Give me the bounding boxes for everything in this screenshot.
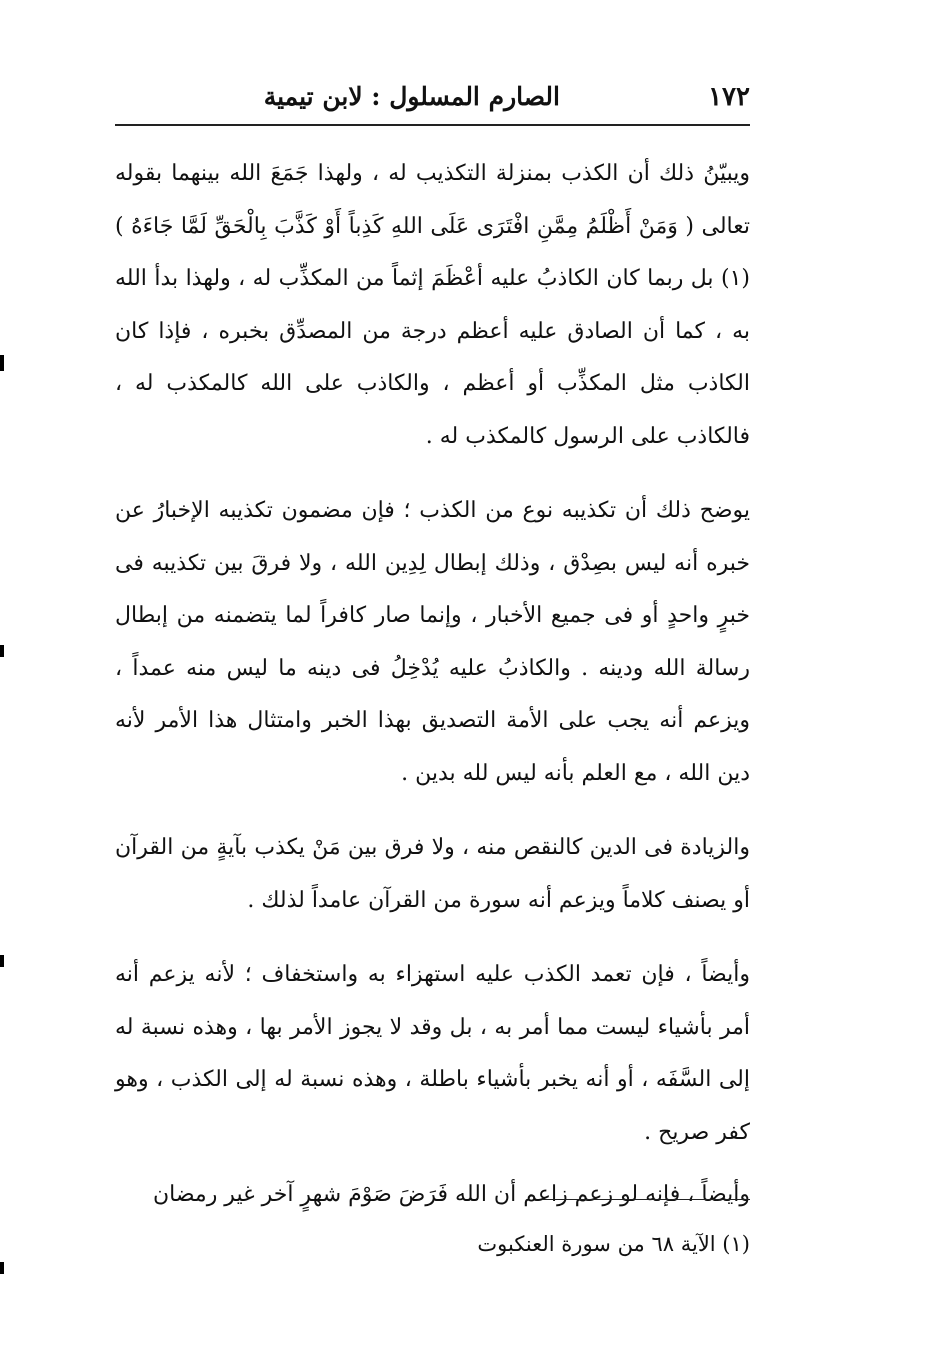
paragraph: والزيادة فى الدين كالنقص منه ، ولا فرق بين مَنْ يكذب بآيةٍ من القرآن أو يصنف كلاماً ويزعم أنه سورة من القرآن عامداً لذلك . xyxy=(115,835,750,913)
scan-edge-mark xyxy=(0,645,4,657)
scan-edge-mark xyxy=(0,955,4,967)
paragraph: وأيضاً ، فإن تعمد الكذب عليه استهزاء به واستخفاف ؛ لأنه يزعم أنه أمر بأشياء ليست مما أمر به ، بل وقد لا يجوز الأمر بها ، وهذه نسبة له إلى السَّفَه ، أو أنه يخبر بأشياء باطلة ، وهذه نسبة له إلى الكذب ، وهو كفر صريح . xyxy=(115,962,750,1145)
scan-edge-mark xyxy=(0,355,4,371)
paragraph: ويبيّنُ ذلك أن الكذب بمنزلة التكذيب له ، ولهذا جَمَعَ الله بينهما بقوله تعالى ( وَمَنْ أَظْلَمُ مِمَّنِ افْتَرَى عَلَى اللهِ كَذِباً أَوْ كَذَّبَ بِالْحَقِّ لَمَّا جَاءَهُ )(١) بل ربما كان الكاذبُ عليه أعْظَمَ إثماً من المكذِّب له ، ولهذا بدأ الله به ، كما أن الصادق عليه أعظم درجة من المصدِّق بخبره ، فإذا كان الكاذب مثل المكذِّب أو أعظم ، والكاذب على الله كالمكذب له ، فالكاذب على الرسول كالمكذب له . xyxy=(115,161,750,449)
page-number: ١٧٢ xyxy=(708,82,750,112)
footnote-rule xyxy=(542,1199,750,1200)
body-text xyxy=(115,148,750,1222)
footnote: (١) الآية ٦٨ من سورة العنكبوت xyxy=(477,1232,750,1256)
running-title: الصارم المسلول : لابن تيمية xyxy=(263,82,560,111)
paragraph: يوضح ذلك أن تكذيبه نوع من الكذب ؛ فإن مضمون تكذيبه الإخبارُ عن خبره أنه ليس بصِدْق ، وذلك إبطال لِدِين الله ، ولا فرقَ بين تكذيبه فى خبرٍ واحدٍ أو فى جميع الأخبار ، وإنما صار كافراً لما يتضمنه من إبطال رسالة الله ودينه . والكاذبُ عليه يُدْخِلُ فى دينه ما ليس منه عمداً ، ويزعم أنه يجب على الأمة التصديق بهذا الخبر وامتثال هذا الأمر لأنه دين الله ، مع العلم بأنه ليس لله بدين . xyxy=(115,498,750,786)
page-header xyxy=(115,72,750,122)
header-rule xyxy=(115,124,750,126)
scan-edge-mark xyxy=(0,1262,4,1274)
paragraph: وأيضاً ، فإنه لو زعم زاعم أن الله فَرَضَ صَوْمَ شهرٍ آخر غير رمضان xyxy=(152,1182,750,1207)
